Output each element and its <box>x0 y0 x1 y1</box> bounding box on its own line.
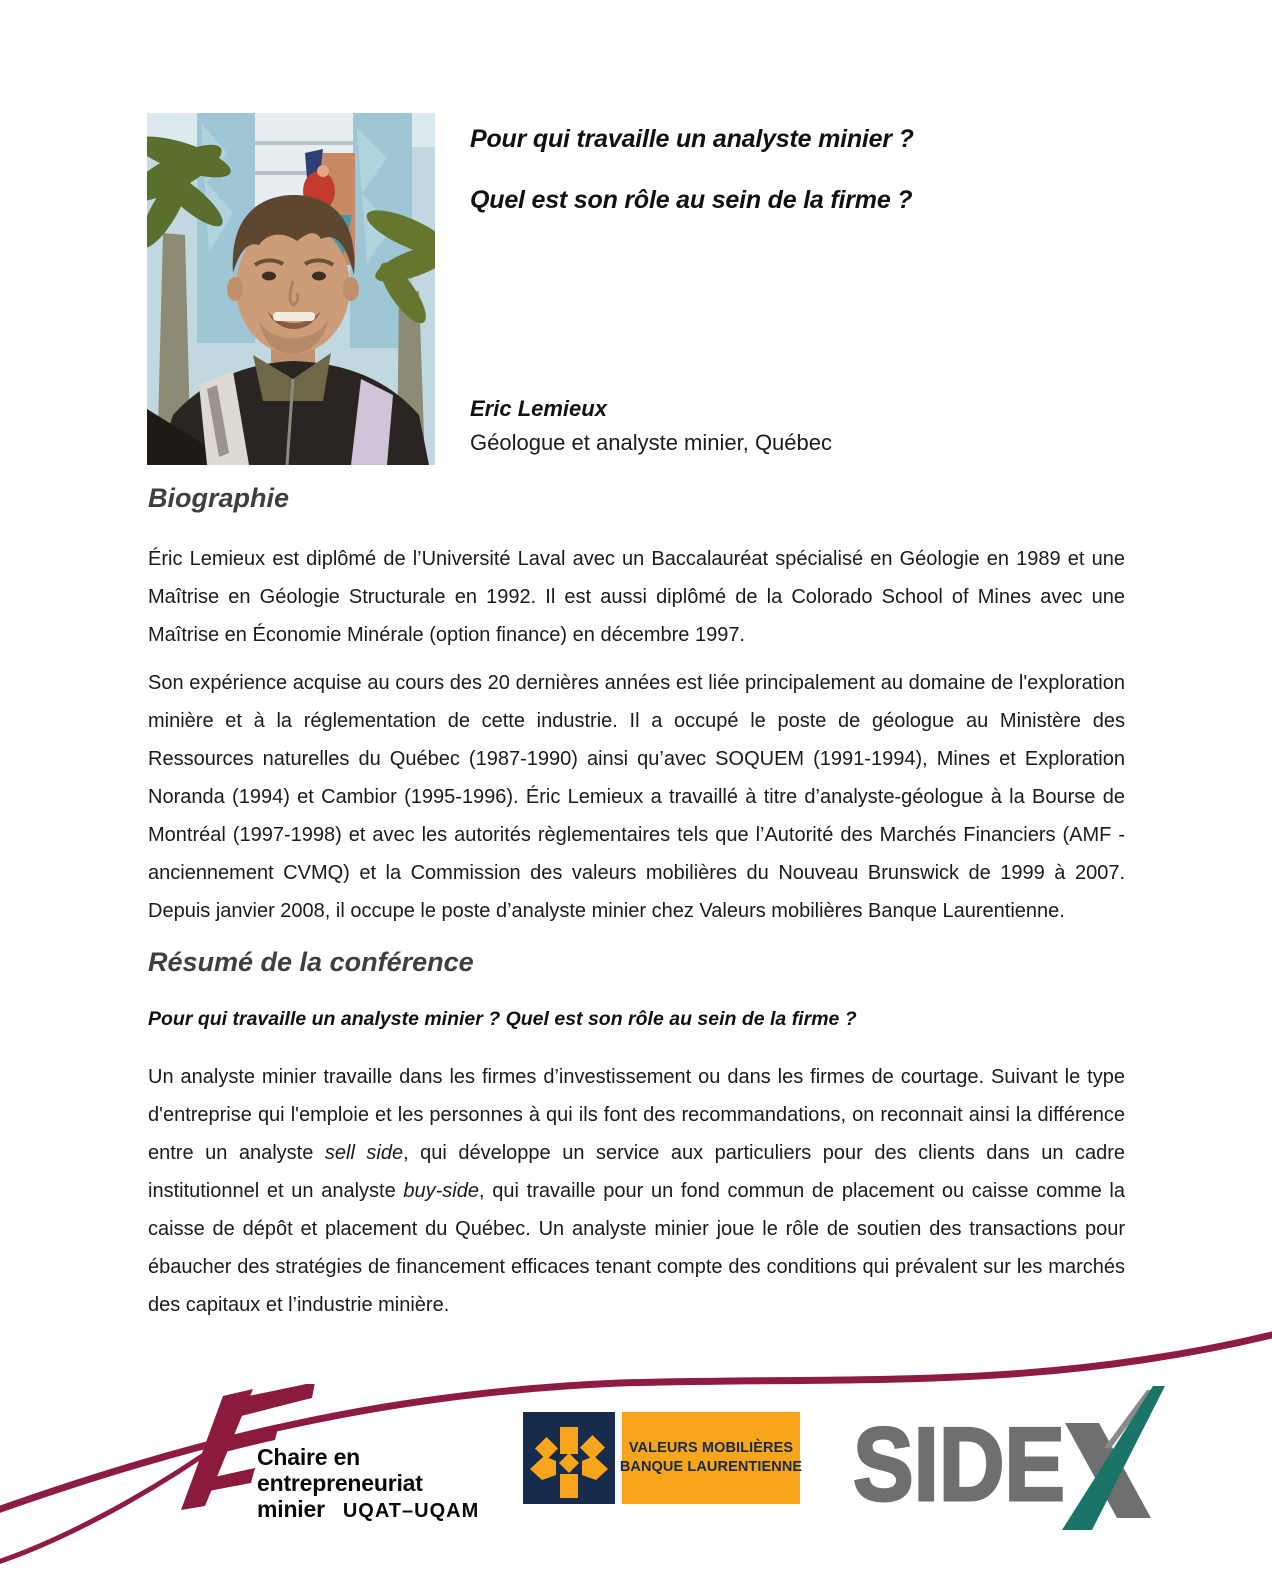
speaker-role: Géologue et analyste minier, Québec <box>470 430 833 455</box>
chaire-line-3-uqat-uqam: UQAT–UQAM <box>342 1500 480 1522</box>
summary-text-part-3: , qui travaille pour un fond commun de placement ou caisse comme la caisse de dépôt et placement du Québec. Un analyste minier joue le rôle de soutien des transactions pour ébaucher des stratégies de financement efficaces tenant compte des conditions qui prévalent sur les marchés des capitaux et l’industrie minière. <box>148 1180 1125 1316</box>
sidex-logo <box>850 1378 1180 1558</box>
summary-heading: Résumé de la conférence <box>148 947 474 977</box>
biography-paragraph-1: Éric Lemieux est diplômé de l’Université Laval avec un Baccalauréat spécialisé en Géologie en 1989 et une Maîtrise en Géologie Structurale en 1992. Il est aussi diplômé de la Colorado School of Mines avec une Maîtrise en Économie Minérale (option finance) en décembre 1997. <box>148 548 1125 646</box>
title-line-2: Quel est son rôle au sein de la firme ? <box>470 186 913 214</box>
chaire-logo-text <box>257 1444 479 1524</box>
summary-text-part-2: , qui développe un service aux particuliers pour des clients dans un cadre institutionnel et un analyste <box>148 1142 1125 1202</box>
chaire-line-2: entrepreneuriat <box>257 1470 423 1496</box>
chaire-line-1: Chaire en <box>257 1444 361 1470</box>
banque-laurentienne-emblem-icon <box>523 1412 615 1504</box>
summary-italic-buy-side: buy-side <box>403 1180 479 1202</box>
summary-text-part-1: Un analyste minier travaille dans les firmes d’investissement ou dans les firmes de courtage. Suivant le type d'entreprise qui l'emploie et les personnes à qui ils font des recommandations, on reconnait ainsi la différence entre un analyste <box>148 1066 1125 1164</box>
chaire-line-3 <box>257 1496 479 1524</box>
banque-laurentienne-line-1: VALEURS MOBILIÈRES <box>628 1440 794 1456</box>
speaker-block <box>470 395 1070 457</box>
speaker-photo <box>147 113 435 465</box>
title-block <box>470 124 1070 246</box>
biography-heading: Biographie <box>148 483 290 513</box>
biography-paragraph-2: Son expérience acquise au cours des 20 dernières années est liée principalement au domaine de l'exploration minière et à la réglementation de cette industrie. Il a occupé le poste de géologue au Ministère des Ressources naturelles du Québec (1987-1990) ainsi qu’avec SOQUEM (1991-1994), Mines et Exploration Noranda (1994) et Cambior (1995-1996). Éric Lemieux a travaillé à titre d’analyste-géologue à la Bourse de Montréal (1997-1998) et avec les autorités règlementaires tels que l’Autorité des Marchés Financiers (AMF - anciennement CVMQ) et la Commission des valeurs mobilières du Nouveau Brunswick de 1999 à 2007. Depuis janvier 2008, il occupe le poste d’analyste minier chez Valeurs mobilières Banque Laurentienne. <box>148 672 1125 922</box>
chaire-line-3-minier: minier <box>257 1496 325 1522</box>
title-line-1: Pour qui travaille un analyste minier ? <box>470 125 914 153</box>
summary-italic-sell-side: sell side <box>324 1142 404 1164</box>
sidex-logo-graphic <box>850 1378 1180 1558</box>
banque-laurentienne-wordmark <box>619 1412 803 1504</box>
summary-paragraph <box>148 1058 1125 1324</box>
speaker-name: Eric Lemieux <box>470 396 607 421</box>
summary-subheading: Pour qui travaille un analyste minier ? Quel est son rôle au sein de la firme ? <box>148 1008 857 1030</box>
speaker-photo-graphic <box>147 113 435 465</box>
sidex-text-side: SIDE <box>853 1407 1065 1523</box>
banque-laurentienne-emblem-graphic <box>523 1412 615 1504</box>
document-body <box>148 482 1125 1324</box>
banque-laurentienne-line-2: BANQUE LAURENTIENNE <box>619 1459 803 1475</box>
